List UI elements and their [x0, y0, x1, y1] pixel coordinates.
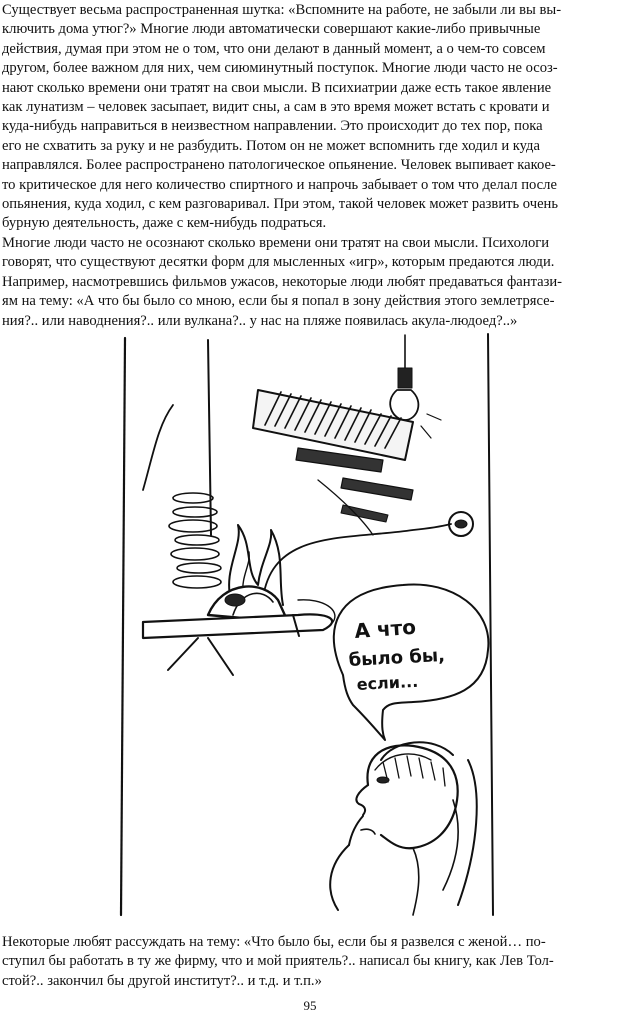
paragraph-1: [2, 1, 616, 331]
text-line: ступил бы работать в ту же фирму, что и мой приятель?.. написал бы книгу, как Лев Тол-: [2, 953, 554, 970]
iron-cord: [263, 524, 451, 598]
text-line: опьянения, куда ходил, с кем разговаривал. При этом, такой человек может развить очень: [2, 196, 559, 213]
speech-line-3: если...: [356, 671, 419, 694]
text-line: Многие люди часто не осознают сколько времени они тратят на свои мысли. Психологи: [2, 234, 550, 251]
text-line: говорят, что существуют десятки форм для мысленных «игр», которым предаются люди.: [2, 254, 555, 271]
steam-spiral: [169, 493, 221, 588]
lamp-socket: [398, 368, 412, 388]
text-line: бурную деятельность, даже с кем-нибудь подраться.: [2, 215, 327, 232]
speech-line-1: А что: [353, 614, 417, 643]
text-line: как лунатизм – человек засыпает, видит сны, а сам в это время может встать с кровати и: [2, 99, 550, 116]
text-line: ключить дома утюг?» Многие люди автоматически совершают какие-либо привычные: [2, 21, 541, 38]
text-line: его не схватить за руку и не разбудить. Потом он не может вспомнить где ходил и куда: [2, 137, 540, 154]
text-line: другом, более важном для них, чем сиюминутный поступок. Многие люди часто не осоз-: [2, 60, 558, 77]
text-line: куда-нибудь направиться в неизвестном направлении. Это происходит до тех пор, пока: [2, 118, 543, 135]
light-bulb: [390, 390, 418, 420]
hand-drawn-illustration: [113, 330, 503, 920]
text-line: то критическое для него количество спиртного и напрочь забывает о том что делал после: [2, 176, 557, 193]
text-line: Существует весьма распространенная шутка: «Вспомните на работе, не забыли ли вы вы-: [2, 2, 562, 18]
text-line: направлялся. Более распространено патологическое опьянение. Человек выпивает какое-: [2, 157, 556, 174]
dreaming-man: [330, 742, 477, 915]
ironing-board: [143, 614, 332, 638]
speech-line-2: было бы,: [348, 644, 446, 671]
text-line: ям на тему: «А что бы было со мною, если бы я попал в зону действия этого землетрясе-: [2, 293, 555, 310]
page-number: 95: [303, 998, 317, 1013]
text-line: стой?.. закончил бы другой институт?.. и т.д. и т.п.»: [2, 972, 322, 989]
text-line: ния?.. или наводнения?.. или вулкана?.. у нас на пляже появилась акула-людоед?..»: [2, 312, 518, 329]
text-line: действия, думая при этом не о том, что они делают в данный момент, а о чем-то совсем: [2, 40, 546, 57]
paragraph-3: [2, 933, 616, 991]
text-line: Например, насмотревшись фильмов ужасов, некоторые люди любят предаваться фантази-: [2, 273, 563, 290]
text-line: нают сколько времени они тратят на свои мысли. В психиатрии даже есть такое явление: [2, 79, 552, 96]
text-line: Некоторые любят рассуждать на тему: «Что было бы, если бы я развелся с женой… по-: [2, 934, 546, 950]
